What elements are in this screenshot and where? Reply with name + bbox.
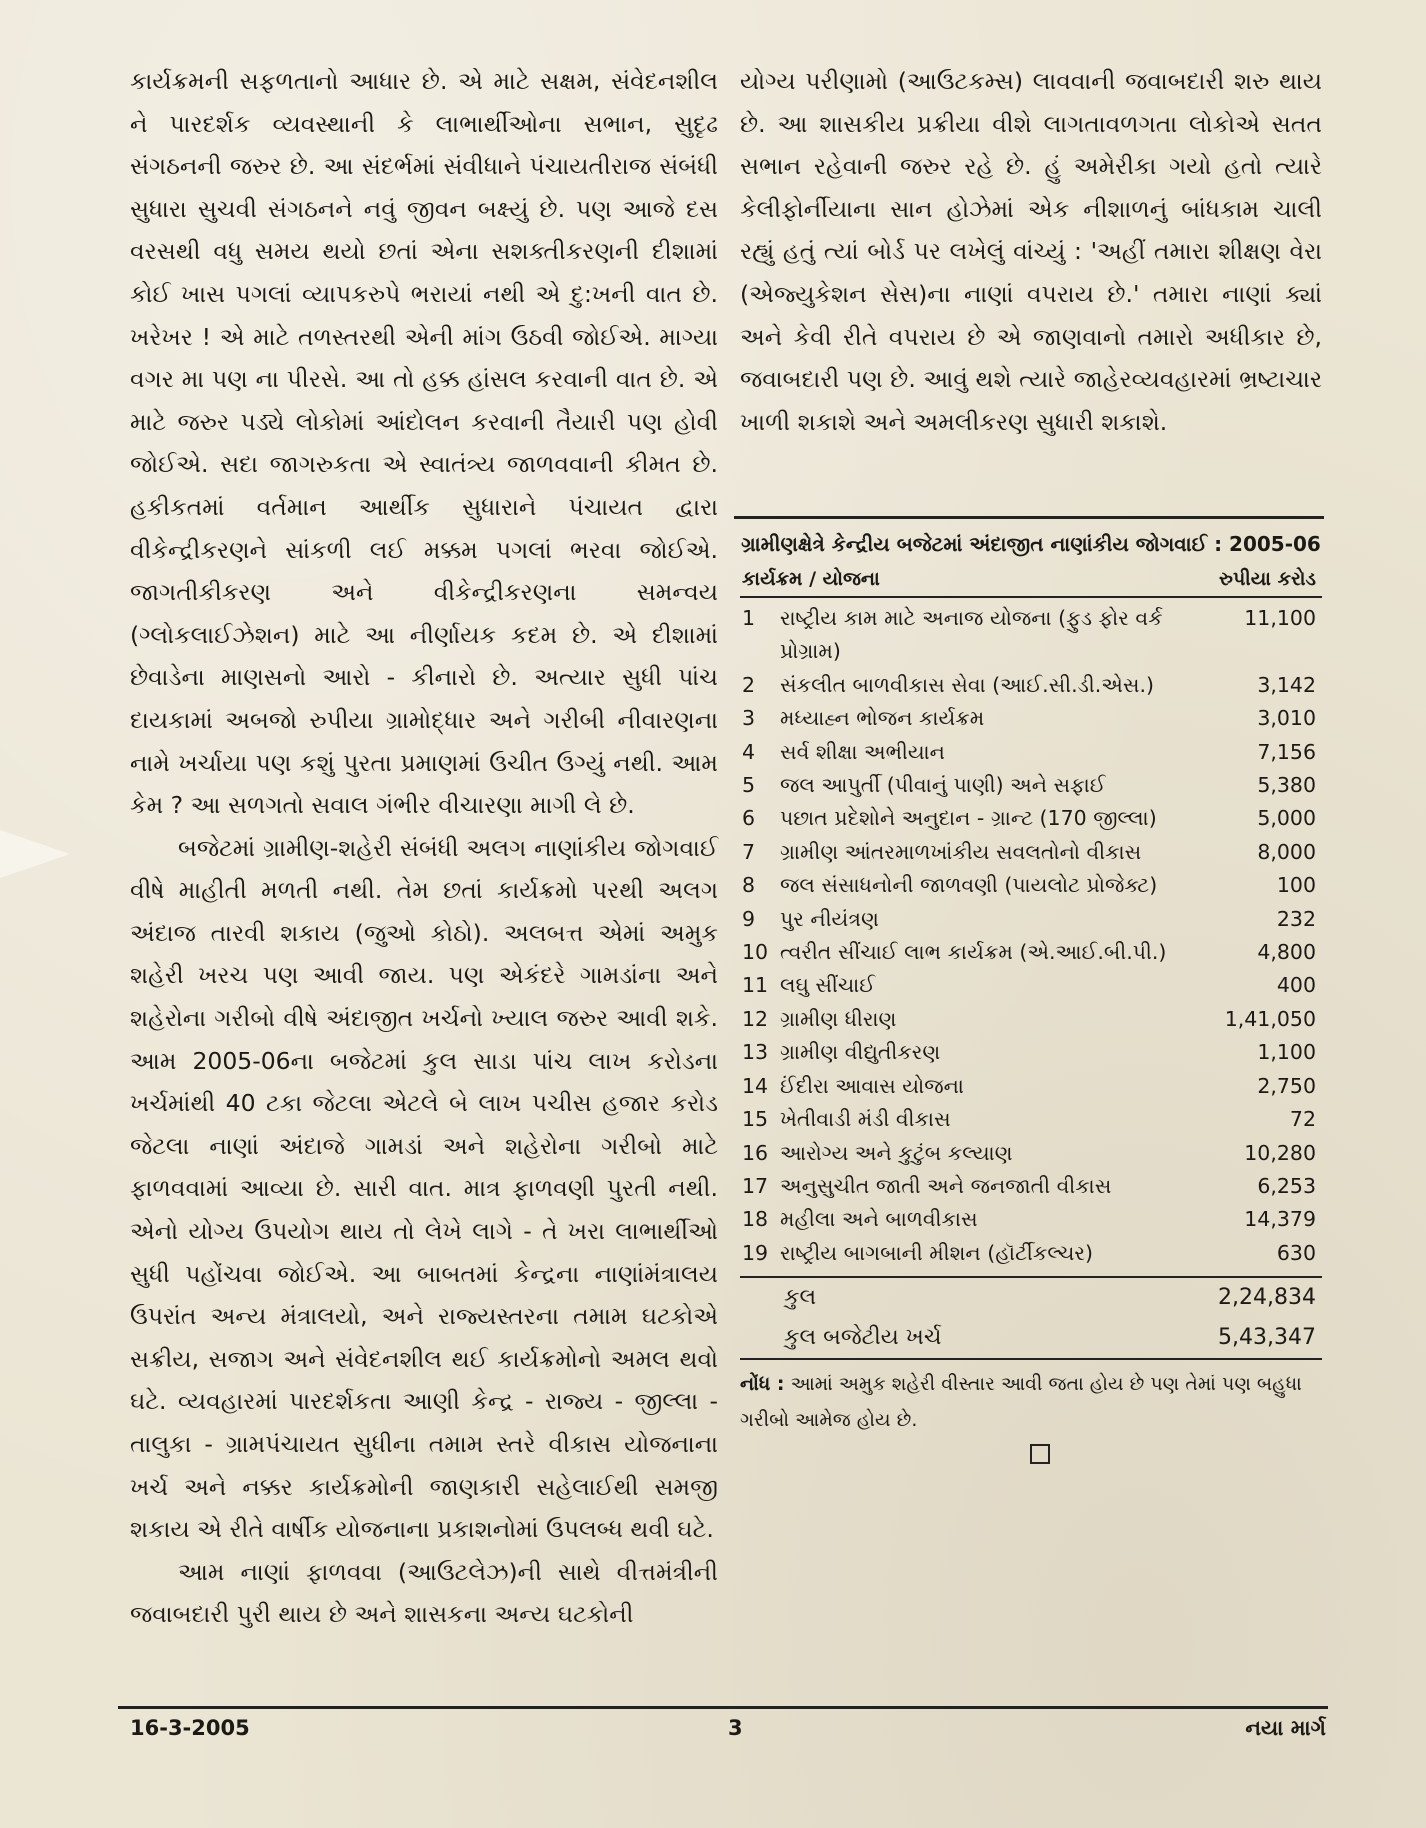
row-program: મધ્યાહ્ન ભોજન કાર્યક્રમ	[780, 706, 985, 731]
row-amount: 11,100	[1244, 606, 1316, 630]
row-number: 16	[742, 1140, 769, 1165]
row-amount: 1,100	[1257, 1040, 1316, 1065]
row-number: 18	[742, 1207, 769, 1232]
row-program: રાષ્ટ્રીય બાગબાની મીશન (હૉર્ટીકલ્ચર)	[780, 1240, 1093, 1265]
table-row	[740, 1103, 1322, 1136]
row-amount: 72	[1289, 1107, 1316, 1132]
left-column	[130, 60, 718, 1636]
total-row	[740, 1278, 1322, 1318]
table-row	[740, 936, 1322, 969]
budget-total-row	[740, 1318, 1322, 1358]
row-amount: 3,010	[1257, 706, 1316, 731]
table-row	[740, 769, 1322, 802]
row-amount: 7,156	[1257, 739, 1316, 764]
row-amount: 14,379	[1244, 1207, 1316, 1232]
row-program: ખેતીવાડી મંડી વીકાસ	[780, 1107, 951, 1132]
table-row	[740, 1137, 1322, 1170]
table-row	[740, 903, 1322, 936]
left-paragraph-3: આમ નાણાં ફાળવવા (આઉટલેઝ)ની સાથે વીત્તમંત્રીની જવાબદારી પુરી થાય છે અને શાસકના અન્ય ઘટકોની	[130, 1557, 718, 1629]
row-program: સર્વ શીક્ષા અભીયાન	[780, 739, 945, 764]
table-header	[740, 562, 1322, 598]
table-row	[740, 869, 1322, 902]
row-number: 1	[742, 606, 756, 630]
row-amount: 10,280	[1244, 1140, 1316, 1165]
row-program: જલ સંસાધનોની જાળવણી (પાયલોટ પ્રોજેક્ટ)	[780, 873, 1158, 898]
row-program: રાષ્ટ્રીય કામ માટે અનાજ યોજના (ફુડ ફોર વર્ક પ્રોગ્રામ)	[780, 606, 1163, 664]
table-row	[740, 669, 1322, 702]
row-number: 3	[742, 706, 756, 731]
row-amount: 5,000	[1257, 806, 1316, 831]
row-program: સંકલીત બાળવીકાસ સેવા (આઈ.સી.ડી.એસ.)	[780, 672, 1154, 697]
row-number: 2	[742, 672, 756, 697]
table-row	[740, 1170, 1322, 1203]
row-amount: 5,380	[1257, 773, 1316, 798]
note-label: નોંધ :	[740, 1373, 785, 1396]
table-row	[740, 802, 1322, 835]
row-number: 14	[742, 1073, 769, 1098]
row-number: 19	[742, 1240, 769, 1265]
table-top-rule	[734, 516, 1324, 519]
row-amount: 3,142	[1257, 672, 1316, 697]
row-program: અનુસુચીત જાતી અને જનજાતી વીકાસ	[780, 1173, 1112, 1198]
footer-rule	[118, 1706, 1328, 1709]
row-number: 13	[742, 1040, 769, 1065]
row-amount: 630	[1276, 1240, 1316, 1265]
row-number: 9	[742, 906, 756, 931]
row-number: 8	[742, 873, 756, 898]
row-amount: 1,41,050	[1224, 1006, 1316, 1031]
right-column	[740, 60, 1322, 443]
note-text: આમાં અમુક શહેરી વીસ્તાર આવી જતા હોય છે પણ તેમાં પણ બહુધા ગરીબો આમેજ હોય છે.	[740, 1373, 1302, 1432]
row-program: મહીલા અને બાળવીકાસ	[780, 1207, 978, 1232]
row-program: ત્વરીત સીંચાઈ લાભ કાર્યક્રમ (એ.આઈ.બી.પી.)	[780, 940, 1167, 965]
table-row	[740, 1003, 1322, 1036]
table-row	[740, 1203, 1322, 1236]
row-number: 17	[742, 1173, 769, 1198]
row-program: આરોગ્ય અને કુટુંબ કલ્યાણ	[780, 1140, 1013, 1165]
right-paragraph-1: યોગ્ય પરીણામો (આઉટકમ્સ) લાવવાની જવાબદારી શરુ થાય છે. આ શાસકીય પ્રક્રીયા વીશે લાગતાવળગતા લોકોએ સતત સભાન રહેવાની જરુર રહે છે. હું અમેરીકા ગયો હતો ત્યારે કેલીફોર્નીયાના સાન હોઝેમાં એક નીશાળનું બાંધકામ ચાલી રહ્યું હતું ત્યાં બોર્ડ પર લખેલું વાંચ્યું : 'અહીં તમારા શીક્ષણ વેરા (એજ્યુકેશન સેસ)ના નાણાં વપરાય છે.' તમારા નાણાં ક્યાં અને કેવી રીતે વપરાય છે એ જાણવાનો તમારો અધીકાર છે, જવાબદારી પણ છે. આવું થશે ત્યારે જાહેરવ્યવહારમાં ભ્રષ્ટાચાર ખાળી શકાશે અને અમલીકરણ સુધારી શકાશે.	[740, 67, 1322, 436]
row-program: જલ આપુર્તી (પીવાનું પાણી) અને સફાઈ	[780, 773, 1106, 798]
header-amount: રુપીયા કરોડ	[1219, 568, 1316, 590]
table-row	[740, 736, 1322, 769]
header-program: કાર્યક્રમ / યોજના	[742, 568, 880, 590]
table-row	[740, 969, 1322, 1002]
row-amount: 232	[1276, 906, 1316, 931]
row-program: પુર નીયંત્રણ	[780, 906, 879, 931]
row-program: ગ્રામીણ ધીરાણ	[780, 1006, 897, 1031]
table-title: ગ્રામીણક્ષેત્રે કેન્દ્રીય બજેટમાં અંદાજીત નાણાંકીય જોગવાઈ : 2005-06	[741, 532, 1321, 556]
row-amount: 8,000	[1257, 839, 1316, 864]
table-row	[740, 1237, 1322, 1270]
row-number: 12	[742, 1006, 769, 1031]
row-program: ગ્રામીણ આંતરમાળખાંકીય સવલતોનો વીકાસ	[780, 839, 1142, 864]
table-row	[740, 1070, 1322, 1103]
row-number: 5	[742, 773, 756, 798]
row-number: 11	[742, 973, 769, 998]
end-mark-square-icon	[1030, 1444, 1050, 1464]
table-note	[740, 1366, 1322, 1438]
row-amount: 2,750	[1257, 1073, 1316, 1098]
budget-total-value: 5,43,347	[1218, 1325, 1316, 1351]
table-row	[740, 1036, 1322, 1069]
row-amount: 6,253	[1257, 1173, 1316, 1198]
left-paragraph-1: કાર્યક્રમની સફળતાનો આધાર છે. એ માટે સક્ષમ, સંવેદનશીલ ને પારદર્શક વ્યવસ્થાની કે લાભાર્થીઓના સભાન, સુદૃઢ સંગઠનની જરુર છે. આ સંદર્ભમાં સંવીધાને પંચાયતીરાજ સંબંધી સુધારા સુચવી સંગઠનને નવું જીવન બક્ષ્યું છે. પણ આજે દસ વરસથી વધુ સમય થયો છતાં એના સશક્તીકરણની દીશામાં કોઈ ખાસ પગલાં વ્યાપકરુપે ભરાયાં નથી એ દુ:ખની વાત છે. ખરેખર ! એ માટે તળસ્તરથી એની માંગ ઉઠવી જોઈએ. માગ્યા વગર મા પણ ના પીરસે. આ તો હક્ક હાંસલ કરવાની વાત છે. એ માટે જરુર પડ્યે લોકોમાં આંદોલન કરવાની તૈયારી પણ હોવી જોઈએ. સદા જાગરુકતા એ સ્વાતંત્ર્ય જાળવવાની કીમત છે. હકીકતમાં વર્તમાન આર્થીક સુધારાને પંચાયત દ્વારા વીકેન્દ્રીકરણને સાંકળી લઈ મક્કમ પગલાં ભરવા જોઈએ. જાગતીકીકરણ અને વીકેન્દ્રીકરણના સમન્વય (ગ્લોકલાઈઝેશન) માટે આ નીર્ણાયક કદમ છે. એ દીશામાં છેવાડેના માણસનો આરો - કીનારો છે. અત્યાર સુધી પાંચ દાયકામાં અબજો રુપીયા ગ્રામોદ્ધાર અને ગરીબી નીવારણના નામે ખર્ચાયા પણ કશું પુરતા પ્રમાણમાં ઉચીત ઉગ્યું નથી. આમ કેમ ? આ સળગતો સવાલ ગંભીર વીચારણા માગી લે છે.	[130, 67, 718, 820]
row-amount: 400	[1276, 973, 1316, 998]
row-program: ઈંદીરા આવાસ યોજના	[780, 1073, 964, 1098]
row-number: 6	[742, 806, 756, 831]
table-row	[740, 836, 1322, 869]
magazine-name: નયા માર્ગ	[1245, 1716, 1326, 1740]
total-value: 2,24,834	[1218, 1285, 1316, 1311]
table-row	[740, 702, 1322, 735]
table-rows	[740, 602, 1322, 1270]
torn-edge	[0, 830, 70, 878]
row-number: 4	[742, 739, 756, 764]
row-program: લઘુ સીંચાઈ	[780, 973, 876, 998]
left-paragraph-2: બજેટમાં ગ્રામીણ-શહેરી સંબંધી અલગ નાણાંકીય જોગવાઈ વીષે માહીતી મળતી નથી. તેમ છતાં કાર્યક્રમો પરથી અલગ અંદાજ તારવી શકાય (જુઓ કોઠો). અલબત્ત એમાં અમુક શહેરી ખરચ પણ આવી જાય. પણ એકંદરે ગામડાંના અને શહેરોના ગરીબો વીષે અંદાજીત ખર્ચનો ખ્યાલ જરુર આવી શકે. આમ 2005-06ના બજેટમાં કુલ સાડા પાંચ લાખ કરોડના ખર્ચમાંથી 40 ટકા જેટલા એટલે બે લાખ પચીસ હજાર કરોડ જેટલા નાણાં અંદાજે ગામડાં અને શહેરોના ગરીબો માટે ફાળવવામાં આવ્યા છે. સારી વાત. માત્ર ફાળવણી પુરતી નથી. એનો યોગ્ય ઉપયોગ થાય તો લેખે લાગે - તે ખરા લાભાર્થીઓ સુધી પહોંચવા જોઈએ. આ બાબતમાં કેન્દ્રના નાણાંમંત્રાલય ઉપરાંત અન્ય મંત્રાલયો, અને રાજ્યસ્તરના તમામ ઘટકોએ સક્રીય, સજાગ અને સંવેદનશીલ થઈ કાર્યક્રમોનો અમલ થવો ઘટે. વ્યવહારમાં પારદર્શકતા આણી કેન્દ્ર - રાજ્ય - જીલ્લા - તાલુકા - ગ્રામપંચાયત સુધીના તમામ સ્તરે વીકાસ યોજનાના ખર્ચ અને નક્કર કાર્યક્રમોની જાણકારી સહેલાઈથી સમજી શકાય એ રીતે વાર્ષીક યોજનાના પ્રકાશનોમાં ઉપલબ્ધ થવી ઘટે.	[130, 833, 718, 1544]
table-row	[740, 602, 1322, 669]
row-program: ગ્રામીણ વીદ્યુતીકરણ	[780, 1040, 941, 1065]
budget-table	[740, 528, 1322, 1464]
row-number: 15	[742, 1107, 769, 1132]
row-amount: 100	[1276, 873, 1316, 898]
totals	[740, 1276, 1322, 1360]
row-amount: 4,800	[1257, 940, 1316, 965]
page-number: 3	[728, 1716, 743, 1740]
budget-total-label: કુલ બજેટીય ખર્ચ	[784, 1325, 942, 1351]
row-number: 10	[742, 940, 769, 965]
row-program: પછાત પ્રદેશોને અનુદાન - ગ્રાન્ટ (170 જીલ્લા)	[780, 806, 1157, 831]
footer-date: 16-3-2005	[130, 1716, 250, 1740]
total-label: કુલ	[784, 1285, 817, 1311]
row-number: 7	[742, 839, 756, 864]
